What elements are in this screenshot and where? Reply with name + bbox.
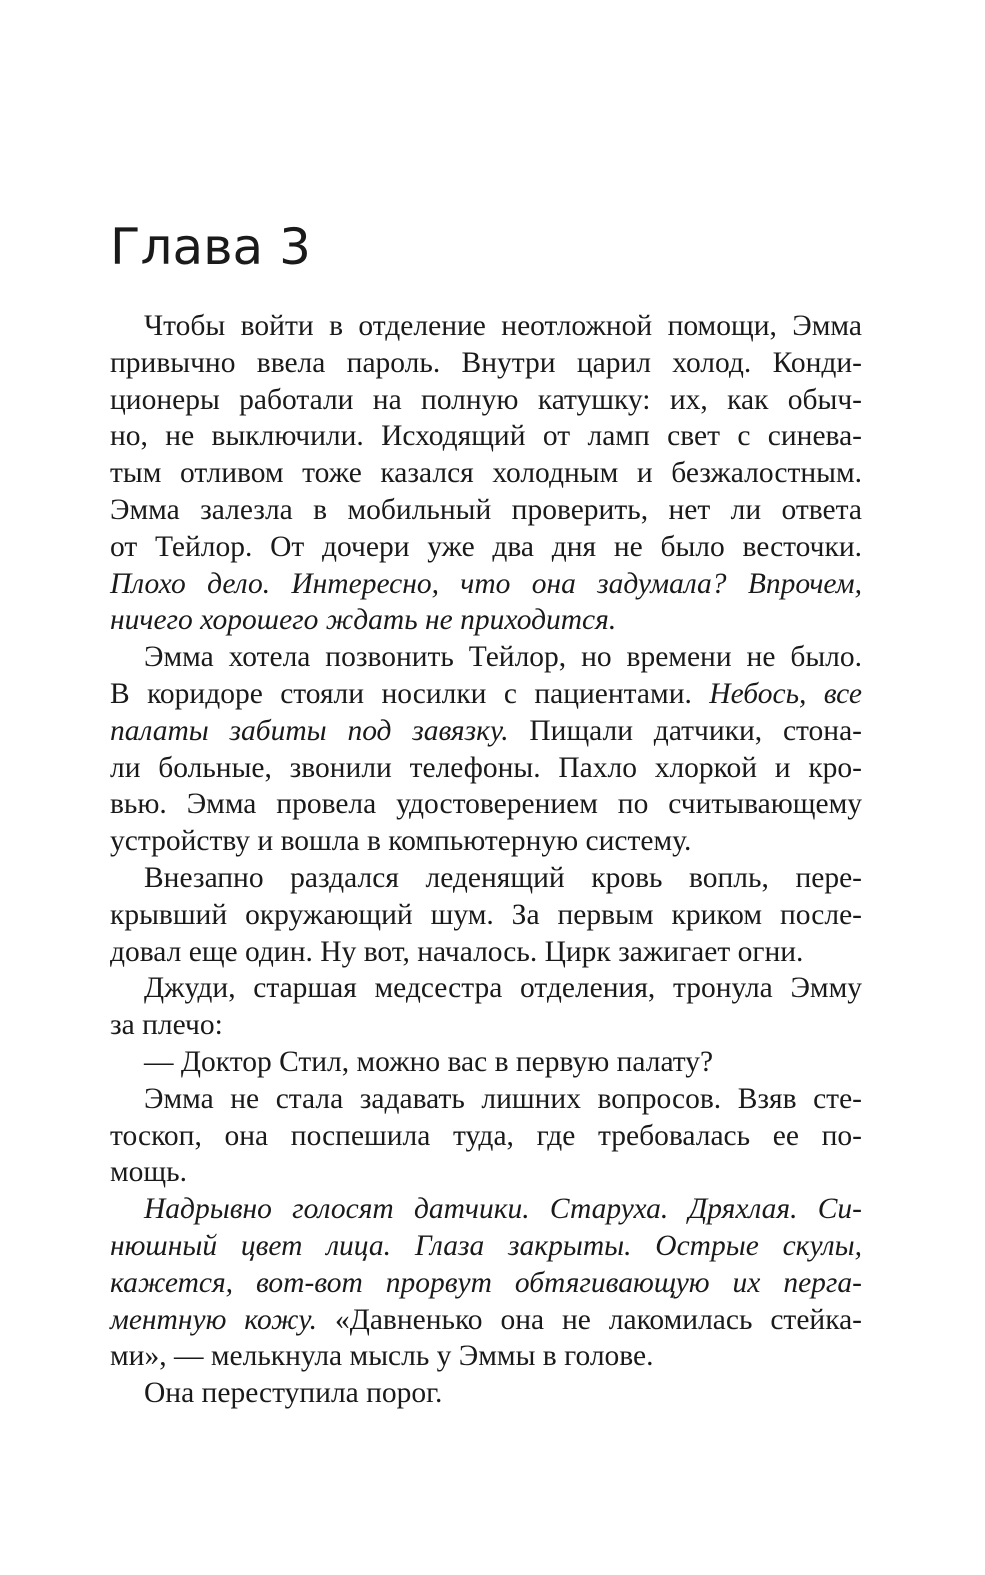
- text-line: [110, 529, 862, 566]
- text-segment: Джуди, старшая медсестра отделения, тронула Эмму: [144, 972, 862, 1005]
- text-line: [110, 1154, 862, 1191]
- italic-text-segment: нюшный цвет лица. Глаза закрыты. Острые скулы,: [110, 1229, 862, 1262]
- text-segment: Внезапно раздался леденящий кровь вопль, пере-: [144, 861, 862, 894]
- text-segment: — Доктор Стил, можно вас в первую палату?: [144, 1045, 714, 1078]
- text-segment: но, не выключили. Исходящий от ламп свет с синева-: [110, 420, 862, 453]
- text-line: [110, 492, 862, 529]
- italic-text-segment: ментную кожу.: [110, 1303, 318, 1336]
- text-segment: от Тейлор. От дочери уже два дня не было весточки.: [110, 530, 862, 563]
- text-line: [110, 823, 862, 860]
- chapter-title: Глава 3: [110, 218, 311, 276]
- text-segment: ционеры работали на полную катушку: их, как обыч-: [110, 383, 862, 416]
- italic-text-segment: Надрывно голосят датчики. Старуха. Дряхлая. Си-: [144, 1193, 862, 1226]
- text-line: [110, 1265, 862, 1302]
- text-line: [110, 934, 862, 971]
- text-line: [110, 897, 862, 934]
- text-line: [110, 455, 862, 492]
- text-segment: крывший окружающий шум. За первым криком после-: [110, 898, 862, 931]
- italic-text-segment: ничего хорошего ждать не приходится.: [110, 604, 617, 637]
- text-line: [110, 713, 862, 750]
- text-line: [110, 345, 862, 382]
- text-segment: устройству и вошла в компьютерную систему.: [110, 825, 692, 858]
- chapter-body: [110, 308, 862, 1412]
- text-line: [110, 1191, 862, 1228]
- text-segment: Эмма не стала задавать лишних вопросов. Взяв сте-: [144, 1082, 862, 1115]
- text-segment: вью. Эмма провела удостоверением по считывающему: [110, 788, 862, 821]
- text-line: [110, 602, 862, 639]
- text-segment: Она переступила порог.: [144, 1377, 443, 1410]
- italic-text-segment: кажется, вот-вот прорвут обтягивающую их перга-: [110, 1266, 862, 1299]
- text-segment: за плечо:: [110, 1009, 223, 1042]
- text-line: [110, 1007, 862, 1044]
- text-segment: ли больные, звонили телефоны. Пахло хлоркой и кро-: [110, 751, 862, 784]
- text-segment: привычно ввела пароль. Внутри царил холод. Конди-: [110, 346, 862, 379]
- text-segment: мощь.: [110, 1156, 187, 1189]
- text-line: [110, 418, 862, 455]
- text-line: [110, 639, 862, 676]
- text-segment: Чтобы войти в отделение неотложной помощи, Эмма: [144, 310, 862, 342]
- text-segment: Эмма залезла в мобильный проверить, нет ли ответа: [110, 493, 862, 526]
- text-line: [110, 308, 862, 345]
- book-page: [110, 0, 862, 1575]
- text-segment: Эмма хотела позвонить Тейлор, но времени не было.: [144, 641, 862, 674]
- text-line: [110, 970, 862, 1007]
- text-line: [110, 676, 862, 713]
- text-segment: «Давненько она не лакомилась стейка-: [317, 1303, 863, 1336]
- text-line: [110, 860, 862, 897]
- text-segment: ми», — мелькнула мысль у Эммы в голове.: [110, 1340, 654, 1373]
- text-segment: В коридоре стояли носилки с пациентами.: [110, 677, 710, 710]
- italic-text-segment: палаты забиты под завязку.: [110, 714, 509, 747]
- text-line: [110, 1338, 862, 1375]
- text-line: [110, 1228, 862, 1265]
- text-line: [110, 1118, 862, 1155]
- text-line: [110, 786, 862, 823]
- italic-text-segment: Небось, все: [709, 677, 862, 710]
- text-line: [110, 1302, 862, 1339]
- text-line: [110, 750, 862, 787]
- text-line: [110, 1044, 862, 1081]
- italic-text-segment: Плохо дело. Интересно, что она задумала? Впрочем,: [110, 567, 862, 600]
- text-segment: тым отливом тоже казался холодным и безжалостным.: [110, 457, 862, 490]
- text-line: [110, 1375, 862, 1412]
- text-line: [110, 566, 862, 603]
- text-line: [110, 382, 862, 419]
- text-line: [110, 1081, 862, 1118]
- text-segment: довал еще один. Ну вот, началось. Цирк зажигает огни.: [110, 935, 804, 968]
- text-segment: тоскоп, она поспешила туда, где требовалась ее по-: [110, 1119, 862, 1152]
- text-segment: Пищали датчики, стона-: [508, 714, 862, 747]
